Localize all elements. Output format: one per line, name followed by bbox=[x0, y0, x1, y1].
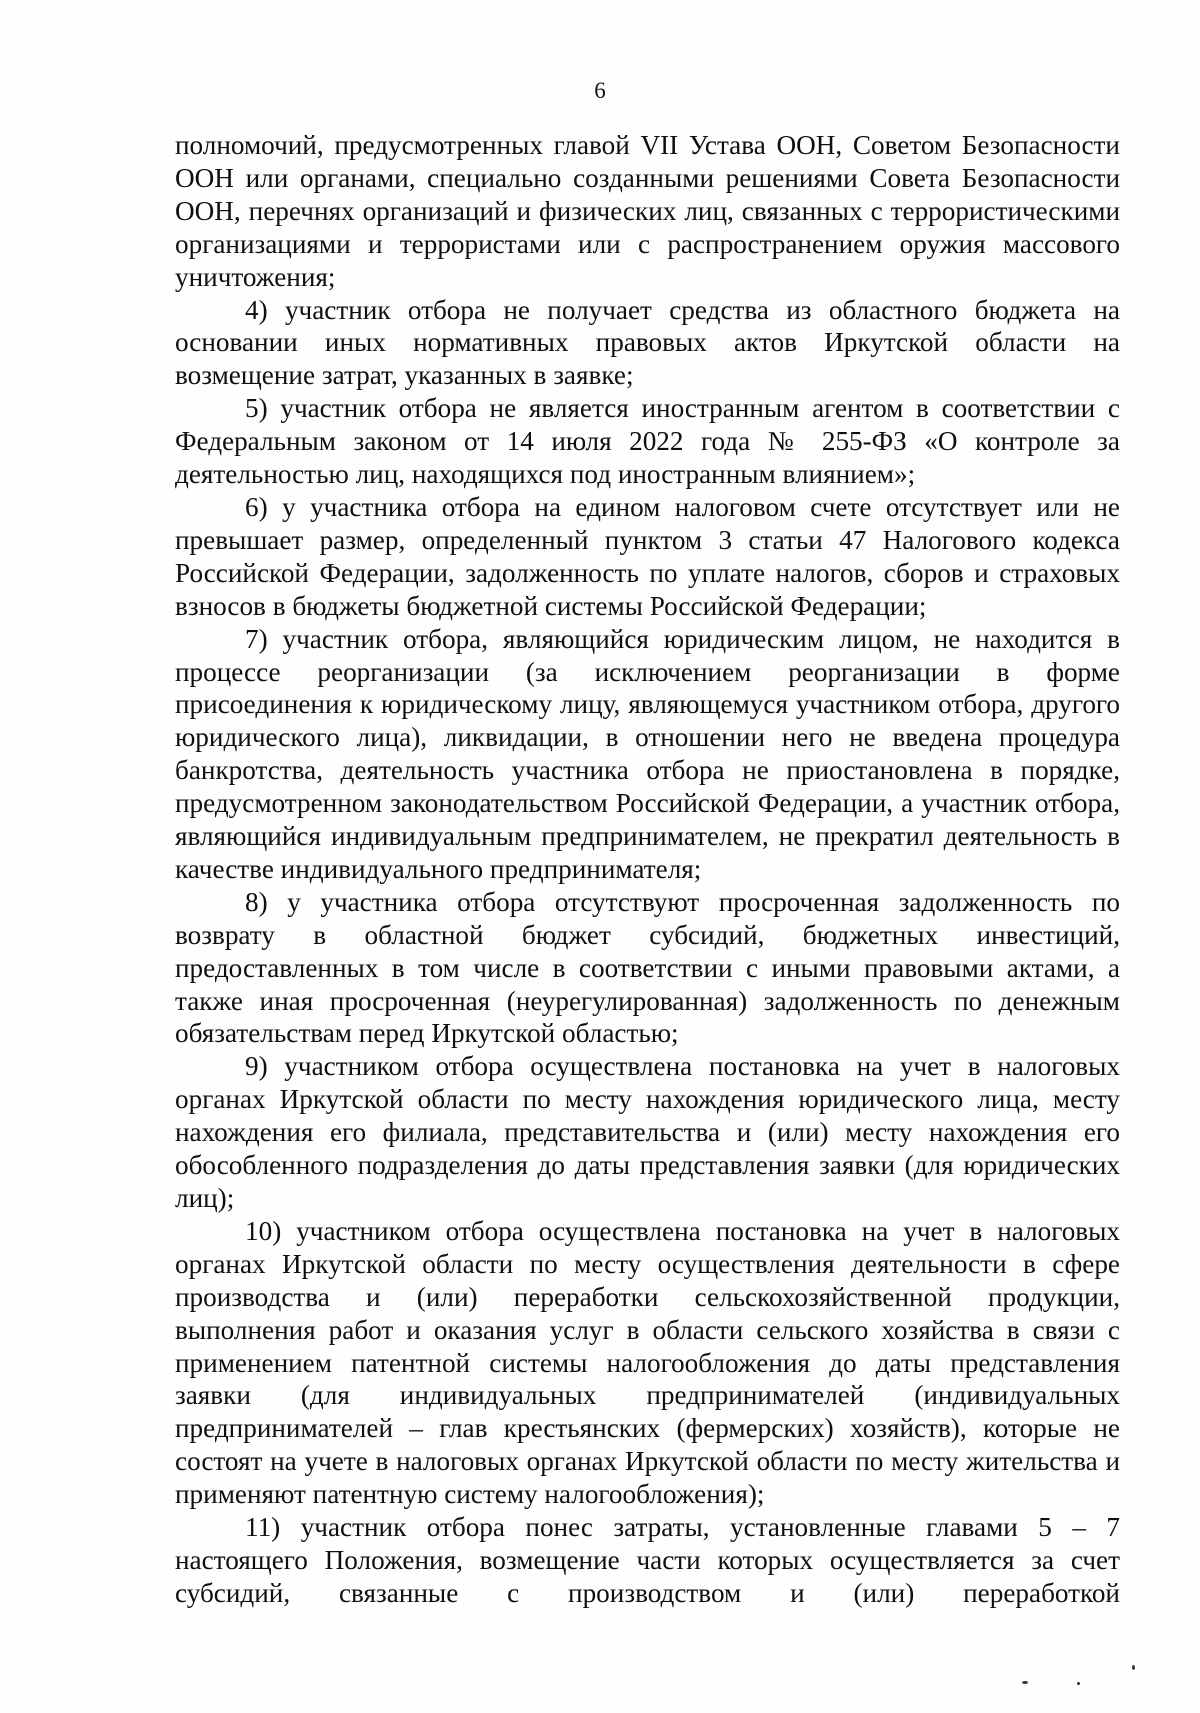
paragraph-continuation: полномочий, предусмотренных главой VII Устава ООН, Советом Безопасности ООН или органами, специально созданными решениями Совета Безопасности ООН, перечнях организаций и физических лиц, связанных с террористическими организациями и террористами или с распространением оружия массового уничтожения; bbox=[175, 130, 1120, 292]
paragraph-item-10: 10) участником отбора осуществлена постановка на учет в налоговых органах Иркутской области по месту осуществления деятельности в сфере производства и (или) переработки сельскохозяйственной продукции, выполнения работ и оказания услуг в области сельского хозяйства в связи с применением патентной системы налогообложения до даты представления заявки (для индивидуальных предпринимателей (индивидуальных предпринимателей – глав крестьянских (фермерских) хозяйств), которые не состоят на учете в налоговых органах Иркутской области по месту жительства и применяют патентную систему налогообложения); bbox=[175, 1215, 1120, 1510]
paragraph-item-6: 6) у участника отбора на едином налоговом счете отсутствует или не превышает размер, определенный пунктом 3 статьи 47 Налогового кодекса Российской Федерации, задолженность по уплате налогов, сборов и страховых взносов в бюджеты бюджетной системы Российской Федерации; bbox=[175, 491, 1120, 621]
paragraph-item-9: 9) участником отбора осуществлена постановка на учет в налоговых органах Иркутской области по месту нахождения юридического лица, месту нахождения его филиала, представительства и (или) месту нахождения его обособленного подразделения до даты представления заявки (для юридических лиц); bbox=[175, 1051, 1120, 1213]
paragraph-item-11: 11) участник отбора понес затраты, установленные главами 5 – 7 настоящего Положения, возмещение части которых осуществляется за счет субсидий, связанные с производством и (или) переработкой bbox=[175, 1512, 1120, 1608]
paragraph-item-5: 5) участник отбора не является иностранным агентом в соответствии с Федеральным законом от 14 июля 2022 года № 255-ФЗ «О контроле за деятельностью лиц, находящихся под иностранным влиянием»; bbox=[175, 393, 1120, 490]
scan-speck bbox=[1077, 1682, 1080, 1685]
page-number: 6 bbox=[594, 78, 606, 103]
paragraph-item-4: 4) участник отбора не получает средства из областного бюджета на основании иных нормативных правовых актов Иркутской области на возмещение затрат, указанных в заявке; bbox=[175, 294, 1120, 391]
scan-specks bbox=[1010, 1665, 1150, 1695]
document-body bbox=[175, 129, 1120, 1610]
scan-speck bbox=[1132, 1665, 1135, 1670]
paragraph-item-8: 8) у участника отбора отсутствуют просроченная задолженность по возврату в областной бюджет субсидий, бюджетных инвестиций, предоставленных в том числе в соответствии с иными правовыми актами, а также иная просроченная (неурегулированная) задолженность по денежным обязательствам перед Иркутской областью; bbox=[175, 886, 1120, 1049]
paragraph-item-7: 7) участник отбора, являющийся юридическим лицом, не находится в процессе реорганизации (за исключением реорганизации в форме присоединения к юридическому лицу, являющемуся участником отбора, другого юридического лица), ликвидации, в отношении него не введена процедура банкротства, деятельность участника отбора не приостановлена в порядке, предусмотренном законодательством Российской Федерации, а участник отбора, являющийся индивидуальным предпринимателем, не прекратил деятельность в качестве индивидуального предпринимателя; bbox=[175, 623, 1120, 884]
scan-speck bbox=[1022, 1681, 1028, 1684]
